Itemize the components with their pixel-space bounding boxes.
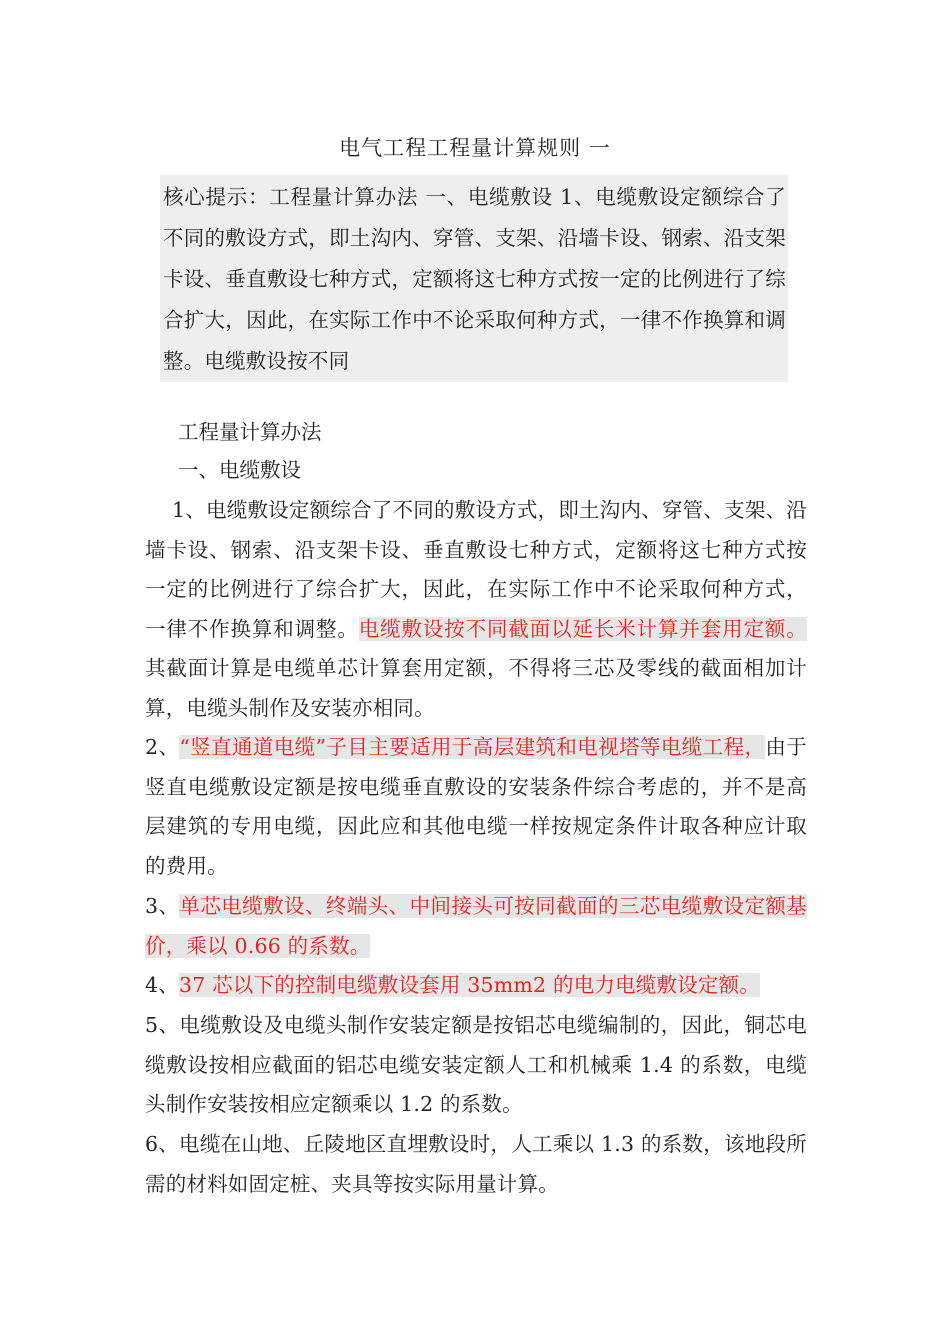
paragraph-3-highlight: 单芯电缆敷设、终端头、中间接头可按同截面的三芯电缆敷设定额基价，乘以 0.66 的系数。 [145, 894, 807, 958]
section-heading-cable-laying: 一、电缆敷设 [178, 458, 301, 482]
section-heading-method: 工程量计算办法 [178, 420, 322, 444]
paragraph-1-text-a: 1、电缆敷设定额综合了不同的敷设方式，即土沟内、穿管、支架、沿墙卡设、钢索、沿支架卡设、垂直敷设七种方式，定额将这七种方式按一定的比例进行了综合扩大，因此，在实际工作中不论采取何种方式，一律不作换算和调整。 [145, 498, 807, 641]
document-title: 电气工程工程量计算规则 一 [339, 136, 611, 160]
paragraph-2 [145, 728, 807, 886]
paragraph-4 [145, 966, 807, 1006]
paragraph-3 [145, 887, 807, 966]
paragraph-2-number: 2、 [145, 735, 180, 759]
paragraph-2-text: 由于竖直电缆敷设定额是按电缆垂直敷设的安装条件综合考虑的，并不是高层建筑的专用电缆，因此应和其他电缆一样按规定条件计取各种应计取的费用。 [145, 735, 807, 878]
paragraph-6: 6、电缆在山地、丘陵地区直埋敷设时，人工乘以 1.3 的系数，该地段所需的材料如固定桩、夹具等按实际用量计算。 [145, 1132, 807, 1196]
paragraph-1 [145, 491, 807, 728]
paragraph-1-highlight: 电缆敷设按不同截面以延长米计算并套用定额。 [358, 616, 807, 641]
paragraph-4-highlight: 37 芯以下的控制电缆敷设套用 35mm2 的电力电缆敷设定额。 [178, 973, 760, 997]
paragraph-1-text-b: 其截面计算是电缆单芯计算套用定额，不得将三芯及零线的截面相加计算，电缆头制作及安装亦相同。 [145, 656, 807, 720]
paragraph-5: 5、电缆敷设及电缆头制作安装定额是按铝芯电缆编制的，因此，铜芯电缆敷设按相应截面的铝芯电缆安装定额人工和机械乘 1.4 的系数，电缆头制作安装按相应定额乘以 1.2 的系数。 [145, 1013, 807, 1116]
paragraph-3-number: 3、 [145, 894, 180, 918]
core-hint: 核心提示：工程量计算办法 一、电缆敷设 1、电缆敷设定额综合了不同的敷设方式，即土沟内、穿管、支架、沿墙卡设、钢索、沿支架卡设、垂直敷设七种方式，定额将这七种方式按一定的比例进行了综合扩大，因此，在实际工作中不论采取何种方式，一律不作换算和调整。电缆敷设按不同 [163, 185, 786, 373]
paragraph-2-highlight: “竖直通道电缆”子目主要适用于高层建筑和电视塔等电缆工程， [179, 735, 766, 759]
paragraph-4-number: 4、 [145, 973, 179, 997]
